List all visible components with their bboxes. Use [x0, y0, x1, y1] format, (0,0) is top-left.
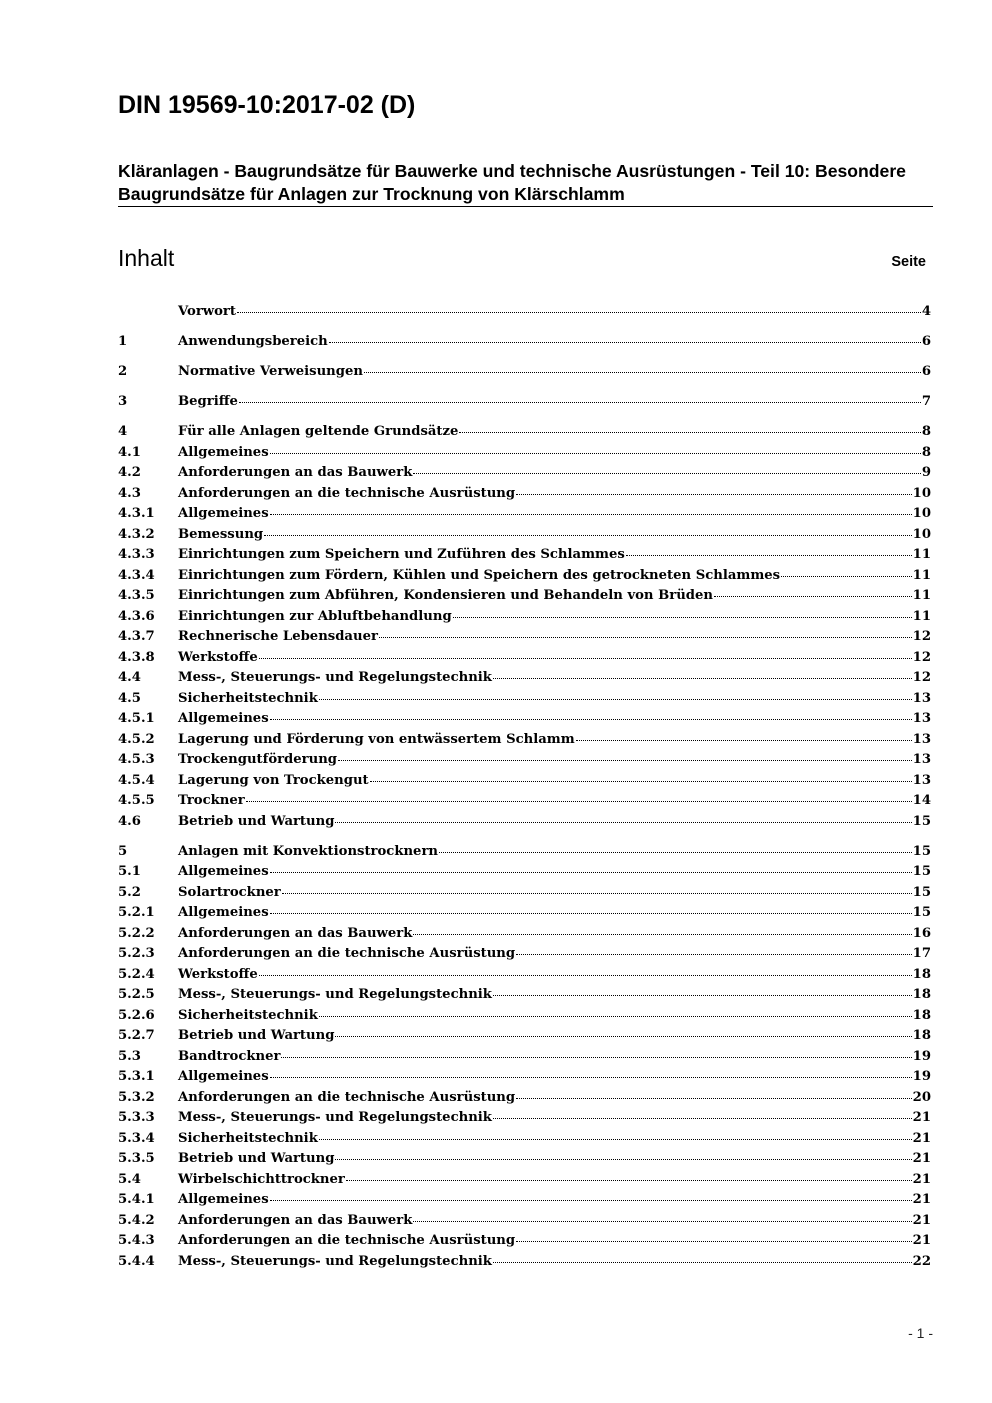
document-title: Kläranlagen - Baugrundsätze für Bauwerke und technische Ausrüstungen - Teil 10: Besondere Baugrundsätze für Anlagen zur Trocknung von Klärschlamm [118, 161, 906, 204]
toc-entry[interactable] [118, 965, 931, 986]
toc-entry[interactable] [118, 812, 931, 833]
toc-section-title: Anforderungen an das Bauwerk [178, 1212, 413, 1228]
toc-section-title: Betrieb und Wartung [178, 813, 335, 829]
toc-section-title: Allgemeines [178, 506, 269, 522]
toc-page-number: 10 [912, 506, 931, 522]
toc-dot-leader [239, 401, 921, 403]
toc-dot-leader [270, 912, 912, 914]
toc-section-number: 5.2.4 [118, 966, 155, 982]
toc-dot-leader [516, 953, 912, 955]
toc-dot-leader [335, 821, 911, 823]
toc-page-number: 18 [912, 1028, 931, 1044]
toc-section-number: 5.3.2 [118, 1089, 155, 1105]
toc-heading: Inhalt [118, 245, 175, 271]
toc-section-title: Anwendungsbereich [178, 334, 328, 350]
toc-section-title: Allgemeines [178, 444, 269, 460]
title-divider [118, 206, 933, 207]
toc-page-number: 15 [912, 884, 931, 900]
toc-entry[interactable] [118, 484, 931, 505]
toc-page-number: 21 [912, 1192, 931, 1208]
toc-entry[interactable] [118, 1108, 931, 1129]
toc-section-number: 5.3.5 [118, 1151, 155, 1167]
toc-section-number: 4.3.8 [118, 649, 155, 665]
toc-entry[interactable] [118, 1067, 931, 1088]
toc-entry[interactable] [118, 903, 931, 924]
toc-section-title: Anforderungen an das Bauwerk [178, 925, 413, 941]
toc-dot-leader [346, 1179, 912, 1181]
toc-section-number: 4.5.2 [118, 731, 155, 747]
toc-section-title: Allgemeines [178, 905, 269, 921]
toc-dot-leader [413, 933, 911, 935]
toc-section-number: 5.2.1 [118, 905, 155, 921]
toc-section-number: 5.4.3 [118, 1233, 155, 1249]
toc-section-number: 4.1 [118, 444, 141, 460]
toc-section-number: 4.3.2 [118, 526, 155, 542]
toc-section-title: Rechnerische Lebensdauer [178, 629, 378, 645]
toc-entry[interactable] [118, 668, 931, 689]
toc-page-number: 18 [912, 966, 931, 982]
toc-section-title: Einrichtungen zum Abführen, Kondensieren und Behandeln von Brüden [178, 588, 713, 604]
document-id: DIN 19569-10:2017-02 (D) [118, 91, 416, 119]
toc-dot-leader [364, 371, 921, 373]
toc-dot-leader [319, 698, 912, 700]
toc-entry[interactable] [118, 1170, 931, 1191]
toc-section-title: Allgemeines [178, 711, 269, 727]
toc-page-number: 21 [912, 1233, 931, 1249]
toc-page-number: 9 [921, 465, 931, 481]
toc-page-number: 22 [912, 1253, 931, 1269]
toc-page-number: 4 [921, 304, 931, 319]
toc-page-number: 12 [912, 629, 931, 645]
toc-entry[interactable] [118, 750, 931, 771]
toc-page-number: 12 [912, 670, 931, 686]
toc-section-number: 4.5.5 [118, 793, 155, 809]
toc-section-title: Anforderungen an die technische Ausrüstung [178, 946, 516, 962]
toc-page-number: 6 [921, 364, 931, 380]
page-column-label: Seite [891, 254, 926, 270]
toc-section-number: 4.3.5 [118, 588, 155, 604]
toc-entry[interactable] [118, 791, 931, 812]
toc-dot-leader [270, 871, 912, 873]
toc-dot-leader [282, 892, 912, 894]
toc-dot-leader [781, 575, 912, 577]
toc-page-number: 10 [912, 526, 931, 542]
toc-section-title: Werkstoffe [178, 966, 258, 982]
toc-section-title: Mess-, Steuerungs- und Regelungstechnik [178, 1253, 492, 1269]
toc-section-number: 5.4.1 [118, 1192, 155, 1208]
toc-entry[interactable] [118, 1211, 931, 1232]
toc-section-title: Betrieb und Wartung [178, 1028, 335, 1044]
toc-page-number: 8 [921, 424, 931, 440]
toc-page-number: 17 [912, 946, 931, 962]
toc-entry[interactable] [118, 944, 931, 965]
toc-dot-leader [453, 616, 912, 618]
toc-section-title: Mess-, Steuerungs- und Regelungstechnik [178, 987, 492, 1003]
toc-section-number: 4.5 [118, 690, 141, 706]
toc-dot-leader [516, 493, 912, 495]
toc-section-title: Anforderungen an die technische Ausrüstung [178, 485, 516, 501]
toc-entry[interactable] [118, 362, 931, 383]
toc-section-number: 5.2.5 [118, 987, 155, 1003]
toc-dot-leader [335, 1035, 911, 1037]
toc-page-number: 16 [912, 925, 931, 941]
toc-page-number: 19 [912, 1069, 931, 1085]
toc-section-title: Bandtrockner [178, 1048, 281, 1064]
toc-section-title: Sicherheitstechnik [178, 690, 318, 706]
toc-dot-leader [264, 534, 912, 536]
toc-section-number: 5.2.3 [118, 946, 155, 962]
toc-page-number: 11 [912, 547, 931, 563]
table-of-contents [118, 302, 931, 1272]
toc-section-number: 5.2.7 [118, 1028, 155, 1044]
toc-page-number: 18 [912, 987, 931, 1003]
toc-page-number: 11 [912, 608, 931, 624]
toc-section-title: Lagerung und Förderung von entwässertem Schlamm [178, 731, 575, 747]
toc-section-number: 4.6 [118, 813, 141, 829]
toc-dot-leader [493, 677, 912, 679]
toc-section-title: Anforderungen an die technische Ausrüstung [178, 1089, 516, 1105]
toc-section-number: 4.4 [118, 670, 141, 686]
toc-page-number: 14 [912, 793, 931, 809]
toc-entry[interactable] [118, 1252, 931, 1273]
toc-entry[interactable] [118, 566, 931, 587]
toc-dot-leader [714, 595, 912, 597]
toc-entry[interactable] [118, 545, 931, 566]
toc-entry[interactable] [118, 525, 931, 546]
toc-dot-leader [516, 1097, 912, 1099]
toc-entry[interactable] [118, 1047, 931, 1068]
toc-dot-leader [370, 780, 912, 782]
toc-page-number: 10 [912, 485, 931, 501]
toc-entry[interactable] [118, 1026, 931, 1047]
toc-entry[interactable] [118, 1006, 931, 1027]
toc-page-number: 13 [912, 711, 931, 727]
toc-section-title: Anforderungen an das Bauwerk [178, 465, 413, 481]
toc-section-title: Allgemeines [178, 1069, 269, 1085]
toc-page-number: 18 [912, 1007, 931, 1023]
toc-dot-leader [319, 1138, 912, 1140]
toc-entry[interactable] [118, 443, 931, 464]
toc-page-number: 21 [912, 1110, 931, 1126]
toc-dot-leader [237, 311, 921, 313]
toc-section-title: Anlagen mit Konvektionstrocknern [178, 843, 438, 859]
toc-dot-leader [270, 1076, 912, 1078]
toc-entry[interactable] [118, 1149, 931, 1170]
toc-page-number: 21 [912, 1212, 931, 1228]
toc-dot-leader [493, 1261, 912, 1263]
toc-section-title: Wirbelschichttrockner [178, 1171, 345, 1187]
toc-page-number: 21 [912, 1171, 931, 1187]
toc-section-title: Für alle Anlagen geltende Grundsätze [178, 424, 459, 440]
toc-dot-leader [270, 718, 912, 720]
toc-section-title: Einrichtungen zum Speichern und Zuführen des Schlammes [178, 547, 625, 563]
toc-section-title: Normative Verweisungen [178, 364, 363, 380]
toc-section-number: 4.3 [118, 485, 141, 501]
toc-dot-leader [246, 800, 912, 802]
toc-entry[interactable] [118, 730, 931, 751]
toc-entry[interactable] [118, 985, 931, 1006]
toc-section-title: Betrieb und Wartung [178, 1151, 335, 1167]
toc-page-number: 11 [912, 567, 931, 583]
toc-entry[interactable] [118, 924, 931, 945]
toc-page-number: 15 [912, 905, 931, 921]
toc-section-number: 5.3.4 [118, 1130, 155, 1146]
toc-section-number: 4.2 [118, 465, 141, 481]
toc-page-number: 6 [921, 334, 931, 350]
toc-dot-leader [493, 1117, 912, 1119]
toc-section-number: 4.3.3 [118, 547, 155, 563]
toc-entry[interactable] [118, 627, 931, 648]
toc-section-number: 4.5.1 [118, 711, 155, 727]
toc-page-number: 15 [912, 843, 931, 859]
toc-entry[interactable] [118, 648, 931, 669]
toc-entry[interactable] [118, 422, 931, 443]
toc-dot-leader [281, 1056, 911, 1058]
toc-section-title: Vorwort [178, 304, 236, 319]
toc-dot-leader [626, 554, 912, 556]
toc-section-title: Mess-, Steuerungs- und Regelungstechnik [178, 670, 492, 686]
toc-entry[interactable] [118, 1231, 931, 1252]
toc-dot-leader [413, 472, 920, 474]
toc-dot-leader [459, 431, 920, 433]
toc-section-number: 4.3.7 [118, 629, 155, 645]
toc-dot-leader [379, 636, 912, 638]
toc-section-title: Werkstoffe [178, 649, 258, 665]
toc-section-number: 5.2.6 [118, 1007, 155, 1023]
toc-page-number: 7 [921, 394, 931, 410]
toc-section-number: 5.3.3 [118, 1110, 155, 1126]
toc-section-title: Anforderungen an die technische Ausrüstung [178, 1233, 516, 1249]
toc-page-number: 13 [912, 752, 931, 768]
toc-dot-leader [493, 994, 912, 996]
toc-dot-leader [259, 974, 912, 976]
toc-entry[interactable] [118, 689, 931, 710]
toc-entry[interactable] [118, 586, 931, 607]
toc-page-number: 20 [912, 1089, 931, 1105]
toc-entry[interactable] [118, 504, 931, 525]
toc-section-number: 5.1 [118, 864, 141, 880]
toc-page-number: 13 [912, 731, 931, 747]
toc-entry[interactable] [118, 1129, 931, 1150]
toc-dot-leader [270, 513, 912, 515]
toc-section-title: Allgemeines [178, 864, 269, 880]
toc-section-title: Trockner [178, 793, 245, 809]
toc-entry[interactable] [118, 607, 931, 628]
toc-section-number: 3 [118, 394, 128, 410]
toc-section-title: Einrichtungen zum Fördern, Kühlen und Speichern des getrockneten Schlammes [178, 567, 781, 583]
toc-dot-leader [329, 341, 921, 343]
toc-section-number: 4.3.6 [118, 608, 155, 624]
toc-section-title: Mess-, Steuerungs- und Regelungstechnik [178, 1110, 492, 1126]
toc-section-number: 4.3.4 [118, 567, 155, 583]
page-number: - 1 - [908, 1325, 933, 1341]
toc-dot-leader [319, 1015, 912, 1017]
toc-section-number: 5.2 [118, 884, 141, 900]
toc-page-number: 13 [912, 772, 931, 788]
toc-dot-leader [576, 739, 912, 741]
toc-dot-leader [516, 1240, 912, 1242]
toc-page-number: 21 [912, 1151, 931, 1167]
toc-dot-leader [335, 1158, 911, 1160]
toc-page-number: 15 [912, 813, 931, 829]
toc-section-title: Bemessung [178, 526, 264, 542]
toc-page-number: 15 [912, 864, 931, 880]
toc-dot-leader [270, 452, 921, 454]
toc-dot-leader [338, 759, 912, 761]
toc-entry[interactable] [118, 883, 931, 904]
toc-dot-leader [439, 851, 912, 853]
toc-section-number: 1 [118, 334, 128, 350]
toc-section-title: Begriffe [178, 394, 238, 410]
toc-entry[interactable] [118, 332, 931, 353]
toc-section-number: 5.2.2 [118, 925, 155, 941]
toc-entry[interactable] [118, 1088, 931, 1109]
toc-dot-leader [413, 1220, 911, 1222]
toc-entry[interactable] [118, 842, 931, 863]
toc-section-title: Lagerung von Trockengut [178, 772, 369, 788]
toc-entry[interactable] [118, 392, 931, 413]
toc-dot-leader [259, 657, 912, 659]
toc-section-number: 4.3.1 [118, 506, 155, 522]
toc-entry[interactable] [118, 1190, 931, 1211]
toc-page-number: 13 [912, 690, 931, 706]
toc-page-number: 11 [912, 588, 931, 604]
toc-section-number: 5.4.2 [118, 1212, 155, 1228]
toc-entry[interactable] [118, 302, 931, 323]
toc-entry[interactable] [118, 862, 931, 883]
toc-section-title: Einrichtungen zur Abluftbehandlung [178, 608, 452, 624]
toc-section-number: 4.5.4 [118, 772, 155, 788]
toc-dot-leader [270, 1199, 912, 1201]
toc-section-number: 5.3.1 [118, 1069, 155, 1085]
toc-section-title: Sicherheitstechnik [178, 1007, 318, 1023]
toc-page-number: 21 [912, 1130, 931, 1146]
toc-section-number: 4 [118, 424, 128, 440]
toc-section-title: Allgemeines [178, 1192, 269, 1208]
toc-section-title: Solartrockner [178, 884, 281, 900]
toc-entry[interactable] [118, 771, 931, 792]
toc-section-number: 5 [118, 843, 128, 859]
toc-page-number: 8 [921, 444, 931, 460]
toc-section-number: 5.4 [118, 1171, 141, 1187]
toc-section-title: Sicherheitstechnik [178, 1130, 318, 1146]
toc-section-number: 5.3 [118, 1048, 141, 1064]
toc-entry[interactable] [118, 463, 931, 484]
toc-section-number: 4.5.3 [118, 752, 155, 768]
toc-section-title: Trockengutförderung [178, 752, 338, 768]
toc-page-number: 19 [912, 1048, 931, 1064]
toc-entry[interactable] [118, 709, 931, 730]
toc-section-number: 5.4.4 [118, 1253, 155, 1269]
toc-page-number: 12 [912, 649, 931, 665]
toc-section-number: 2 [118, 364, 128, 380]
